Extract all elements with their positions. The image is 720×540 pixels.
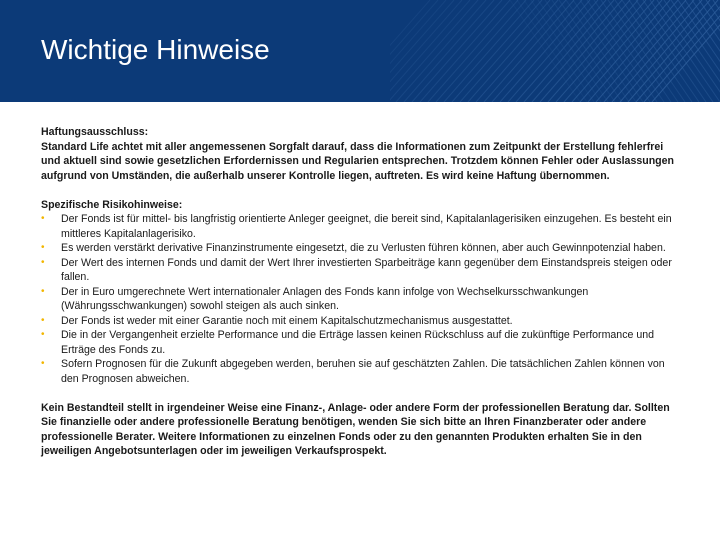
list-item-text: Der Fonds ist für mittel- bis langfristig orientierte Anleger geeignet, die bereit sind, Kapitalanlagerisiken einzugehen. Es besteht ein mittleres Kapitalanlagerisiko. bbox=[61, 213, 672, 240]
risk-list bbox=[41, 212, 677, 386]
header-banner bbox=[0, 0, 720, 102]
page-title: Wichtige Hinweise bbox=[41, 34, 270, 65]
liability-text: Standard Life achtet mit aller angemessenen Sorgfalt darauf, dass die Informationen zum Zeitpunkt der Erstellung fehlerfrei und aktuell sind sowie gesetzlichen Erfordernissen und Regularien entsprechen. Trotzdem können Fehler oder Auslassungen aufgrund von Umständen, die außerhalb unserer Kontrolle liegen, auftreten. Es wird keine Haftung übernommen. bbox=[41, 140, 675, 182]
list-item bbox=[41, 241, 677, 256]
risk-heading: Spezifische Risikohinweise: bbox=[41, 198, 183, 211]
list-item bbox=[41, 314, 677, 329]
list-item-text: Der Wert des internen Fonds und damit der Wert Ihrer investierten Sparbeiträge kann gegenüber dem Einstandspreis steigen oder fallen. bbox=[61, 256, 672, 283]
list-item bbox=[41, 357, 677, 386]
list-item-text: Es werden verstärkt derivative Finanzinstrumente eingesetzt, die zu Verlusten führen können, aber auch Gewinnpotenzial haben. bbox=[61, 242, 666, 254]
bullet-icon: • bbox=[41, 285, 45, 297]
list-item-text: Die in der Vergangenheit erzielte Performance und die Erträge lassen keinen Rückschluss auf die zukünftige Performance und Erträge des Fonds zu. bbox=[61, 329, 655, 356]
disclaimer-section bbox=[41, 401, 677, 459]
list-item bbox=[41, 256, 677, 285]
list-item-text: Der in Euro umgerechnete Wert internationaler Anlagen des Fonds kann infolge von Wechselkursschwankungen (Währungsschwankungen) sowohl steigen als auch sinken. bbox=[61, 285, 589, 312]
decorative-line-pattern-graphic bbox=[390, 0, 720, 102]
main-content bbox=[41, 125, 677, 473]
list-item bbox=[41, 285, 677, 314]
bullet-icon: • bbox=[41, 256, 45, 268]
liability-heading: Haftungsausschluss: bbox=[41, 126, 149, 138]
bullet-icon: • bbox=[41, 329, 45, 340]
list-item-text: Der Fonds ist weder mit einer Garantie noch mit einem Kapitalschutzmechanismus ausgestattet. bbox=[61, 314, 513, 327]
bullet-icon: • bbox=[41, 242, 45, 253]
bullet-icon: • bbox=[41, 358, 45, 369]
liability-section bbox=[41, 125, 677, 183]
bullet-icon: • bbox=[41, 314, 45, 326]
risk-section bbox=[41, 198, 677, 387]
list-item-text: Sofern Prognosen für die Zukunft abgegeben werden, beruhen sie auf geschätzten Zahlen. Die tatsächlichen Zahlen können von den Prognosen abweichen. bbox=[61, 358, 665, 385]
list-item bbox=[41, 212, 677, 241]
disclaimer-text: Kein Bestandteil stellt in irgendeiner Weise eine Finanz-, Anlage- oder andere Form der professionellen Beratung dar. Sollten Sie finanzielle oder andere professionelle Beratung benötigen, wenden Sie sich bitte an Ihren Finanzberater oder andere professionelle Berater. Weitere Informationen zu einzelnen Fonds oder zu den genannten Produkten erhalten Sie in den jeweiligen Angebotsunterlagen oder im jeweiligen Verkaufsprospekt. bbox=[41, 401, 670, 457]
bullet-icon: • bbox=[41, 213, 45, 224]
list-item bbox=[41, 328, 677, 357]
